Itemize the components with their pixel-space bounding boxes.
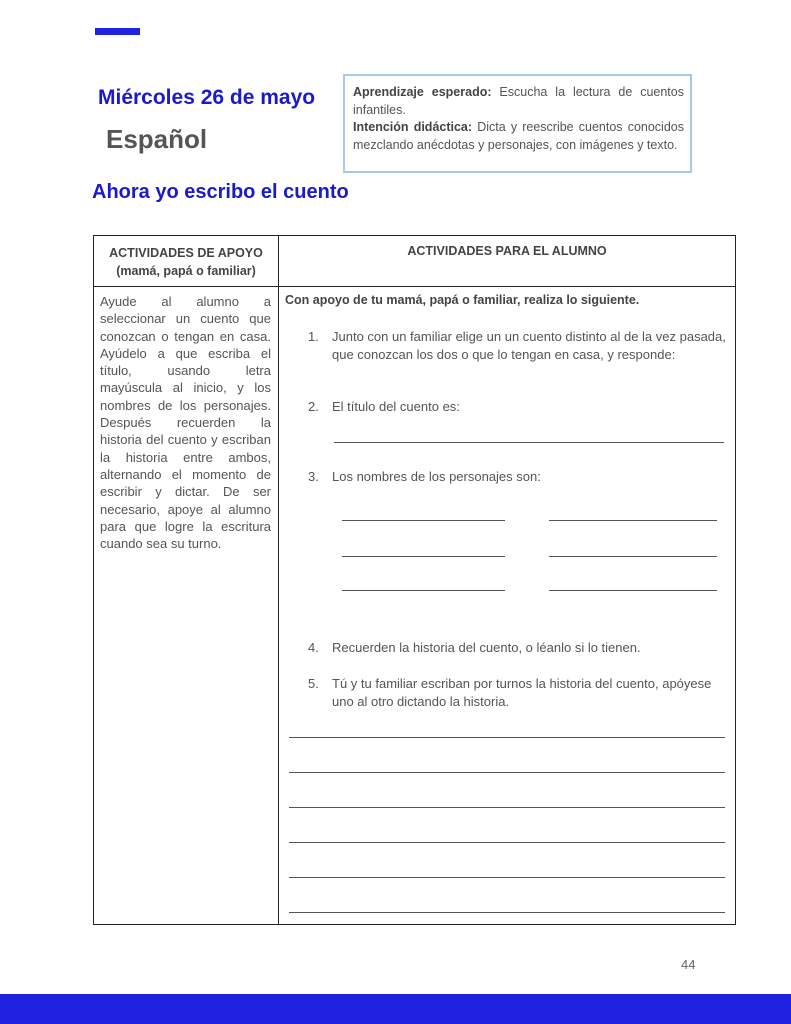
student-intro: Con apoyo de tu mamá, papá o familiar, realiza lo siguiente. [285,293,640,307]
story-writing-line[interactable] [289,737,725,738]
item-text: Tú y tu familiar escriban por turnos la historia del cuento, apóyese uno al otro dictando la historia. [332,676,712,709]
character-answer-line[interactable] [549,556,717,557]
character-answer-line[interactable] [342,590,505,591]
support-header-line2: (mamá, papá o familiar) [116,264,256,278]
item-number: 3. [308,469,319,484]
intention-text: Dicta y reescribe cuentos conocidos mezclando anécdotas y personajes, con imágenes y texto. [353,120,684,152]
item-number: 1. [308,329,319,344]
story-writing-line[interactable] [289,912,725,913]
page-number: 44 [681,957,696,972]
title-answer-line[interactable] [334,442,724,443]
support-instructions: Ayude al alumno a seleccionar un cuento que conozcan o tengan en casa. Ayúdelo a que escriba el título, usando letra mayúscula al inicio, y los nombres de los personajes. Después recuerden la historia del cuento y escriban la historia entre ambos, alternando el momento de escribir y dictar. De ser necesario, apoye al alumno para que logre la escritura cuando sea su turno. [100,294,271,552]
item-text: El título del cuento es: [332,399,460,414]
character-answer-line[interactable] [549,590,717,591]
item-text: Junto con un familiar elige un un cuento distinto al de la vez pasada, que conozcan los dos o que lo tengan en casa, y responde: [332,329,726,362]
story-writing-line[interactable] [289,772,725,773]
support-activities-header [94,244,278,280]
item-number: 4. [308,640,319,655]
story-writing-line[interactable] [289,807,725,808]
character-answer-line[interactable] [549,520,717,521]
intention-label: Intención didáctica: [353,120,473,134]
learning-objective-box [343,74,692,173]
character-answer-line[interactable] [342,556,505,557]
learning-label: Aprendizaje esperado: [353,85,492,99]
table-divider [278,236,279,924]
story-writing-line[interactable] [289,877,725,878]
learning-text: Escucha la lectura de cuentos infantiles. [353,85,684,117]
story-writing-line[interactable] [289,842,725,843]
section-title: Ahora yo escribo el cuento [92,181,349,203]
character-answer-line[interactable] [342,520,505,521]
item-text: Los nombres de los personajes son: [332,469,541,484]
bottom-accent-bar [0,994,791,1024]
item-text: Recuerden la historia del cuento, o léanlo si lo tienen. [332,640,641,655]
item-number: 2. [308,399,319,414]
header-divider [94,286,735,287]
student-activities-header: ACTIVIDADES PARA EL ALUMNO [407,244,607,258]
support-header-line1: ACTIVIDADES DE APOYO [109,246,263,260]
activities-table [93,235,736,925]
lesson-date: Miércoles 26 de mayo [98,86,316,109]
item-number: 5. [308,676,319,691]
subject-title: Español [106,124,208,154]
top-accent-bar [95,28,140,35]
